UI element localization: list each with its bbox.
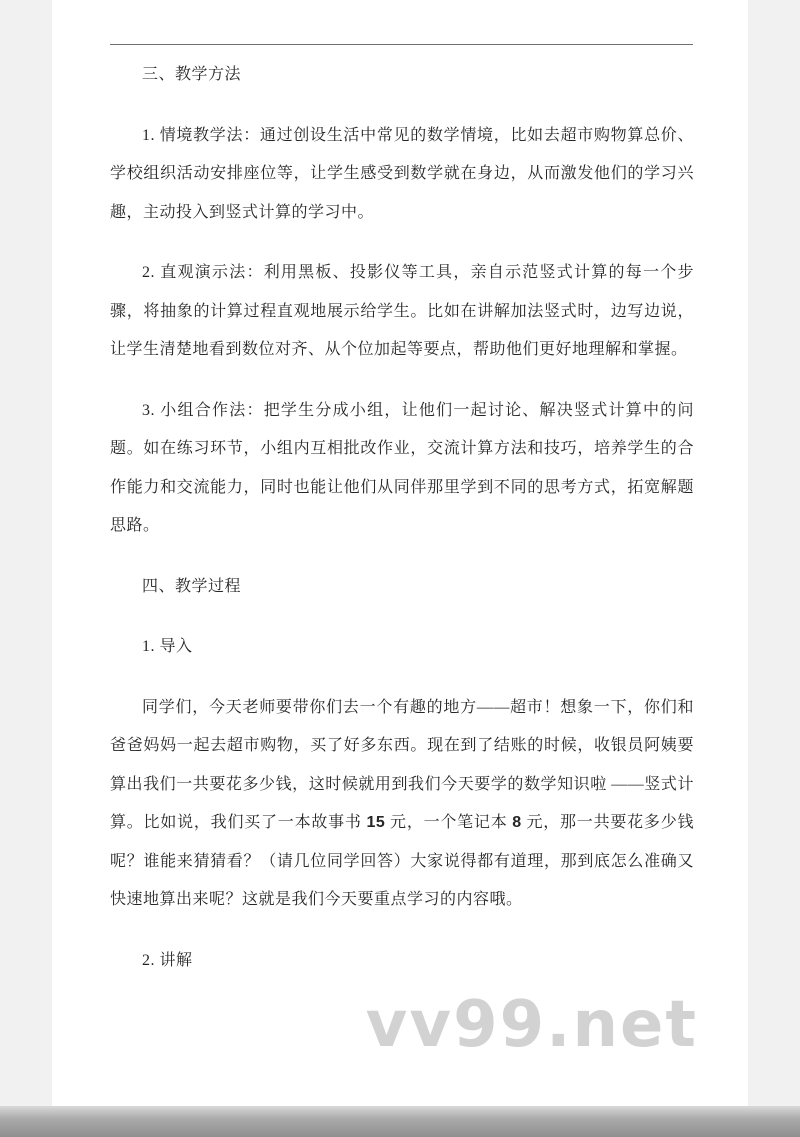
text-segment: 1. 导入 [142, 638, 193, 655]
text-segment: 四、教学过程 [142, 577, 242, 595]
paragraph [110, 392, 694, 546]
text-segment: 2. 讲解 [142, 951, 193, 969]
paragraph [110, 117, 694, 233]
page-bottom-band [0, 1106, 800, 1137]
text-segment: 三、教学方法 [142, 66, 242, 83]
header-rule [110, 44, 693, 45]
bold-text-segment: 8 [512, 814, 522, 831]
text-segment: 3. 小组合作法：把学生分成小组，让他们一起讨论、解决竖式计算中的问题。如在练习环节，小组内互相批改作业，交流计算方法和技巧，培养学生的合作能力和交流能力，同时也能让他们从同伴那里学到不同的思考方式，拓宽解题思路。 [110, 401, 694, 534]
text-segment: 元，那一共要花多少钱呢？谁能来猜猜看？（请几位同学回答）大家说得都有道理，那到底怎么准确又快速地算出来呢？这就是我们今天要重点学习的内容哦。 [110, 814, 694, 908]
watermark: vv99.net [365, 988, 698, 1062]
text-segment: 2. 直观演示法：利用黑板、投影仪等工具，亲自示范竖式计算的每一个步骤，将抽象的计算过程直观地展示给学生。比如在讲解加法竖式时，边写边说，让学生清楚地看到数位对齐、从个位加起等要点，帮助他们更好地理解和掌握。 [110, 264, 694, 358]
section-heading [110, 56, 694, 95]
section-heading [110, 568, 694, 607]
sub-heading [110, 942, 694, 981]
bold-text-segment: 15 [366, 814, 386, 831]
text-segment: 元，一个笔记本 [385, 814, 513, 831]
text-segment: 同学们，今天老师要带你们去一个有趣的地方——超市！想象一下，你们和爸爸妈妈一起去超市购物，买了好多东西。现在到了结账的时候，收银员阿姨要算出我们一共要花多少钱，这时候就用到我们今天要学的数学知识啦 ——竖式计算。比如说，我们买了一本故事书 [110, 698, 694, 831]
paragraph [110, 689, 694, 920]
sub-heading [110, 628, 694, 667]
text-segment: 1. 情境教学法：通过创设生活中常见的数学情境，比如去超市购物算总价、学校组织活动安排座位等，让学生感受到数学就在身边，从而激发他们的学习兴趣，主动投入到竖式计算的学习中。 [110, 126, 694, 221]
document-page [52, 0, 748, 1106]
document-content [110, 56, 694, 980]
paragraph [110, 254, 694, 370]
